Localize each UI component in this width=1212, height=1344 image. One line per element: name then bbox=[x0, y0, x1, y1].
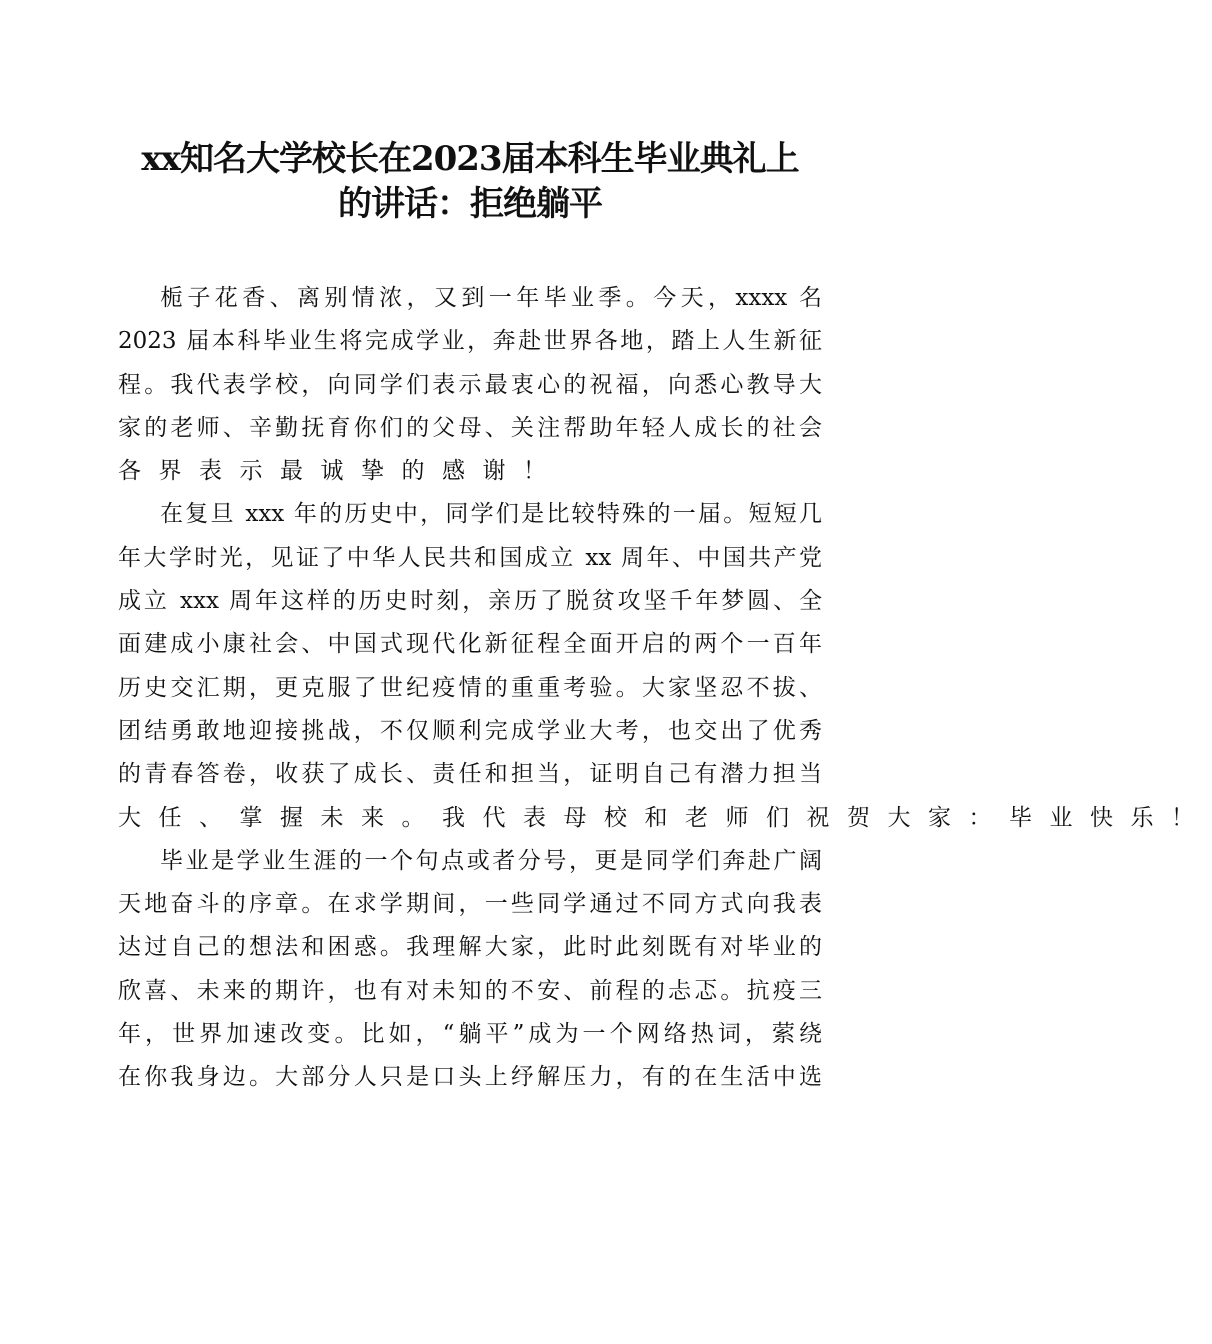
text-line: 欣喜、未来的期许，也有对未知的不安、前程的忐忑。抗疫三 bbox=[118, 977, 822, 1004]
text-line: 年，世界加速改变。比如，“躺平”成为一个网络热词，萦绕 bbox=[118, 1021, 822, 1048]
paragraph-3 bbox=[118, 840, 822, 1100]
text-line: 在复旦 xxx 年的历史中，同学们是比较特殊的一届。短短几 bbox=[160, 501, 822, 528]
text-line: 成立 xxx 周年这样的历史时刻，亲历了脱贫攻坚千年梦圆、全 bbox=[118, 588, 822, 615]
text-line: 在你我身边。大部分人只是口头上纾解压力，有的在生活中选 bbox=[118, 1064, 822, 1091]
text-line: 达过自己的想法和困惑。我理解大家，此时此刻既有对毕业的 bbox=[118, 934, 822, 961]
paragraph-1 bbox=[118, 277, 822, 493]
text-line: 大任、掌握未来。我代表母校和老师们祝贺大家：毕业快乐！ bbox=[118, 804, 1212, 831]
text-line: 各界表示最诚挚的感谢！ bbox=[118, 458, 564, 485]
title-line: xx知名大学校长在2023届本科生毕业典礼上 bbox=[141, 139, 799, 179]
text-line: 面建成小康社会、中国式现代化新征程全面开启的两个一百年 bbox=[118, 631, 822, 658]
text-line: 的青春答卷，收获了成长、责任和担当，证明自己有潜力担当 bbox=[118, 761, 822, 788]
text-line: 栀子花香、离别情浓，又到一年毕业季。今天，xxxx 名 bbox=[160, 285, 822, 311]
text-line: 历史交汇期，更克服了世纪疫情的重重考验。大家坚忍不拔、 bbox=[118, 674, 822, 701]
text-line: 2023 届本科毕业生将完成学业，奔赴世界各地，踏上人生新征 bbox=[118, 328, 822, 355]
text-line: 毕业是学业生涯的一个句点或者分号，更是同学们奔赴广阔 bbox=[160, 847, 822, 874]
text-line: 天地奋斗的序章。在求学期间，一些同学通过不同方式向我表 bbox=[118, 891, 822, 918]
document-title bbox=[118, 137, 822, 227]
title-line: 的讲话：拒绝躺平 bbox=[338, 184, 602, 224]
document-body bbox=[118, 277, 1212, 1100]
text-line: 程。我代表学校，向同学们表示最衷心的祝福，向悉心教导大 bbox=[118, 371, 822, 398]
text-line: 家的老师、辛勤抚育你们的父母、关注帮助年轻人成长的社会 bbox=[118, 414, 822, 441]
text-line: 年大学时光，见证了中华人民共和国成立 xx 周年、中国共产党 bbox=[118, 544, 822, 571]
text-line: 团结勇敢地迎接挑战，不仅顺利完成学业大考，也交出了优秀 bbox=[118, 717, 822, 744]
paragraph-2 bbox=[118, 493, 1212, 839]
